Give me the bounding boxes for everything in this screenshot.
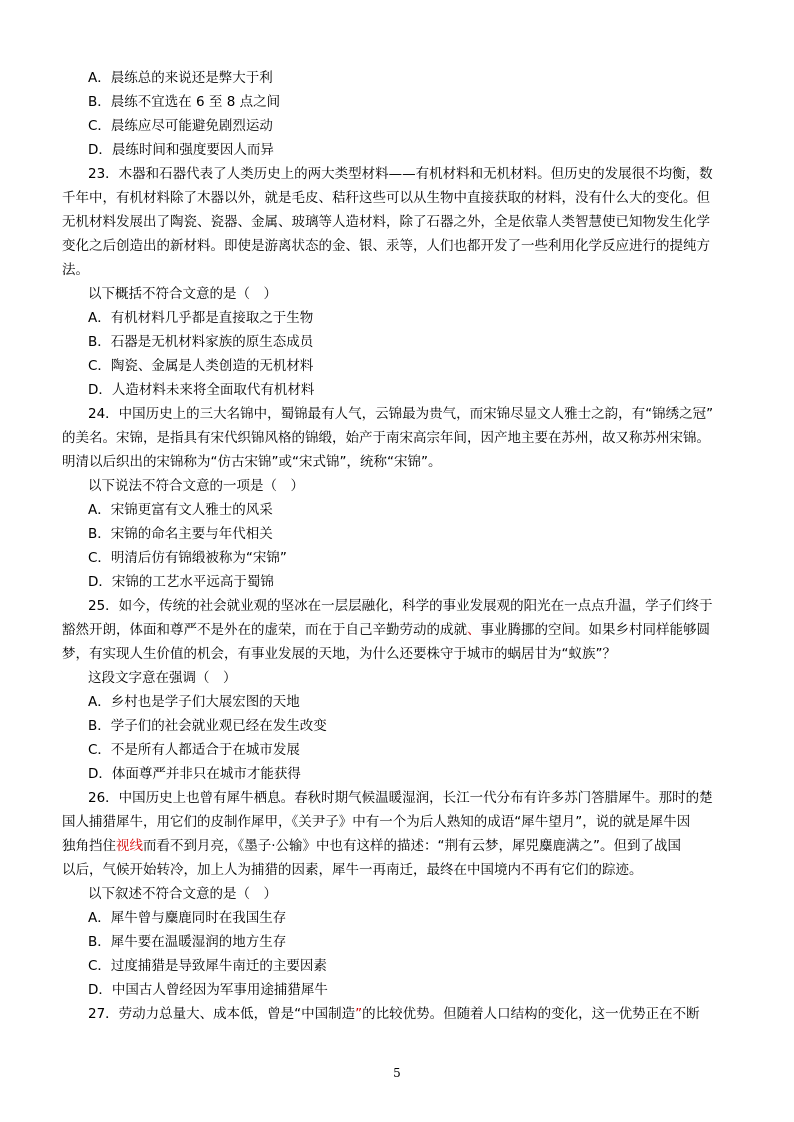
q26-passage-line: 26．中国历史上也曾有犀牛栖息。春秋时期气候温暖湿润，长江一代分布有许多苏门答腊犀牛。那时的楚: [88, 790, 713, 806]
q25-passage-text: 事业腾挪的空间。如果乡村同样能够圆: [480, 622, 710, 638]
q25-passage-line: [62, 618, 740, 642]
q24-passage-line: 24．中国历史上的三大名锦中，蜀锦最有人气，云锦最为贵气，而宋锦尽显文人雅士之韵，有“锦绣之冠”: [88, 406, 714, 422]
q26-passage-line: 国人捕猎犀牛，用它们的皮制作犀甲，《关尹子》中有一个为后人熟知的成语“犀牛望月”，说的就是犀牛因: [62, 814, 691, 830]
q24-option-b: B．宋锦的命名主要与年代相关: [88, 526, 273, 542]
q25-red-comma: 、: [467, 622, 481, 638]
q27-passage-text: 27．劳动力总量大、成本低，曾是“中国制造: [88, 1006, 356, 1022]
q24-option-a: A．宋锦更富有文人雅士的风采: [88, 502, 273, 518]
q26-red-word: 视线: [116, 838, 143, 854]
q23-option-c: C．陶瓷、金属是人类创造的无机材料: [88, 358, 314, 374]
q26-passage-text: 而看不到月亮，《墨子·公输》中也有这样的描述：“荆有云梦，犀兕麋鹿满之”。但到了战国: [143, 838, 682, 854]
q25-option-d: D．体面尊严并非只在城市才能获得: [88, 766, 301, 782]
q24-question: 以下说法不符合文意的一项是（ ）: [88, 478, 304, 494]
q27-red-quote: ”: [355, 1006, 363, 1022]
q24-option-c: C．明清后仿有锦缎被称为“宋锦”: [88, 550, 287, 566]
q25-question: 这段文字意在强调（ ）: [88, 670, 237, 686]
q23-option-b: B．石器是无机材料家族的原生态成员: [88, 334, 314, 350]
q25-passage-line: 梦，有实现人生价值的机会，有事业发展的天地，为什么还要株守于城市的蜗居甘为“蚁族”？: [62, 646, 616, 662]
q22-option-b: B．晨练不宜选在 6 至 8 点之间: [88, 94, 281, 110]
q22-option-a: A．晨练总的来说还是弊大于利: [88, 70, 273, 86]
q26-option-d: D．中国古人曾经因为军事用途捕猎犀牛: [88, 982, 328, 998]
q25-passage-line: 25．如今，传统的社会就业观的坚冰在一层层融化，科学的事业发展观的阳光在一点点升温，学子们终于: [88, 598, 713, 614]
q26-option-b: B．犀牛要在温暖湿润的地方生存: [88, 934, 287, 950]
q26-option-c: C．过度捕猎是导致犀牛南迁的主要因素: [88, 958, 327, 974]
q25-passage-text: 豁然开朗，体面和尊严不是外在的虚荣，而在于自己辛勤劳动的成就: [62, 622, 467, 638]
q27-passage-line: [88, 1002, 766, 1026]
q25-option-b: B．学子们的社会就业观已经在发生改变: [88, 718, 327, 734]
q23-passage-line: 变化之后创造出的新材料。即使是游离状态的金、银、汞等，人们也都开发了一些利用化学反应进行的提纯方: [62, 238, 710, 254]
q23-passage-line: 千年中，有机材料除了木器以外，就是毛皮、秸秆这些可以从生物中直接获取的材料，没有什么大的变化。但: [62, 190, 710, 206]
q23-question: 以下概括不符合文意的是（ ）: [88, 286, 277, 302]
q25-option-c: C．不是所有人都适合于在城市发展: [88, 742, 300, 758]
q23-passage-line: 法。: [62, 262, 89, 278]
q24-passage-line: 的美名。宋锦，是指具有宋代织锦风格的锦缎，始产于南宋高宗年间，因产地主要在苏州，故又称苏州宋锦。: [62, 430, 710, 446]
q23-option-d: D．人造材料未来将全面取代有机材料: [88, 382, 315, 398]
q24-option-d: D．宋锦的工艺水平远高于蜀锦: [88, 574, 274, 590]
q22-option-c: C．晨练应尽可能避免剧烈运动: [88, 118, 273, 134]
q26-passage-text: 独角挡住: [62, 838, 116, 854]
q27-passage-text: 的比较优势。但随着人口结构的变化，这一优势正在不断: [362, 1006, 700, 1022]
q26-passage-line: 以后，气候开始转冷，加上人为捕猎的因素，犀牛一再南迁，最终在中国境内不再有它们的踪迹。: [62, 862, 643, 878]
q25-option-a: A．乡村也是学子们大展宏图的天地: [88, 694, 300, 710]
q26-question: 以下叙述不符合文意的是（ ）: [88, 886, 277, 902]
q26-passage-line: [62, 834, 740, 858]
q23-option-a: A．有机材料几乎都是直接取之于生物: [88, 310, 314, 326]
q22-option-d: D．晨练时间和强度要因人而异: [88, 142, 274, 158]
q26-option-a: A．犀牛曾与麋鹿同时在我国生存: [88, 910, 287, 926]
page-number: 5: [393, 1066, 401, 1080]
q24-passage-line: 明清以后织出的宋锦称为“仿古宋锦”或“宋式锦”，统称“宋锦”。: [62, 454, 442, 470]
q23-passage-line: 23．木器和石器代表了人类历史上的两大类型材料——有机材料和无机材料。但历史的发展很不均衡，数: [88, 166, 713, 182]
q23-passage-line: 无机材料发展出了陶瓷、瓷器、金属、玻璃等人造材料，除了石器之外，全是依靠人类智慧使已知物发生化学: [62, 214, 710, 230]
